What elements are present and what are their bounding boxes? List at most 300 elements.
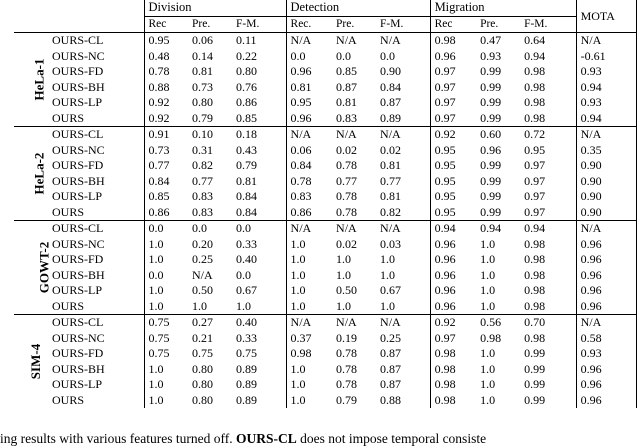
cell-migration-pre: 0.96 <box>480 142 502 157</box>
cell-migration-pre: 0.98 <box>480 330 502 345</box>
cell-detection-fm: N/A <box>376 315 430 331</box>
cell-migration-rec: 0.95 <box>430 174 476 190</box>
cell-mota: 0.96 <box>576 283 636 299</box>
table-row <box>14 64 636 80</box>
cell-migration-fm: 0.99 <box>524 361 546 376</box>
cell-migration-rec: 0.96 <box>430 252 476 268</box>
cell-detection-rec: N/A <box>286 127 332 143</box>
cell-detection-fm: 0.0 <box>380 48 396 63</box>
table-row <box>14 158 636 174</box>
cell-division-pre: 0.80 <box>192 392 213 407</box>
cell-division-fm: 0.0 <box>232 221 286 237</box>
cell-mota: -0.61 <box>576 49 636 65</box>
subheader-division-rec: Rec <box>144 16 188 33</box>
cell-detection-pre: 0.79 <box>336 392 358 407</box>
cell-division-pre: 0.14 <box>192 48 213 63</box>
cell-detection-fm: N/A <box>376 33 430 49</box>
cell-detection-rec: 0.06 <box>286 143 332 159</box>
cell-detection-pre: 0.02 <box>336 236 358 251</box>
cell-division-fm: 0.40 <box>236 252 257 267</box>
cell-detection-rec: 0.98 <box>286 346 332 362</box>
cell-migration-rec: 0.95 <box>430 143 476 159</box>
table-row <box>14 143 636 159</box>
subheader-migration-fm: F-M. <box>520 16 576 33</box>
cell-migration-fm: 0.98 <box>524 298 546 313</box>
cell-division-fm: 0.79 <box>236 158 257 173</box>
method-name: OURS-BH <box>52 361 105 376</box>
table-row <box>14 283 636 299</box>
cell-division-fm: 0.76 <box>236 79 257 94</box>
cell-migration-pre: 0.94 <box>476 221 520 237</box>
cell-detection-pre: 0.77 <box>336 173 358 188</box>
cell-division-pre: N/A <box>192 267 213 282</box>
method-name: OURS-CL <box>48 127 144 143</box>
cell-migration-pre: 1.0 <box>480 346 496 361</box>
table-row <box>14 174 636 190</box>
cell-mota: 0.90 <box>576 158 636 174</box>
table-row <box>14 393 636 409</box>
cell-migration-rec: 0.92 <box>430 315 476 331</box>
cell-detection-fm: 1.0 <box>380 252 396 267</box>
cell-migration-rec: 0.94 <box>430 221 476 237</box>
cell-mota: 0.90 <box>576 174 636 190</box>
cell-division-rec: 0.0 <box>144 221 188 237</box>
cell-detection-fm: N/A <box>376 127 430 143</box>
cell-division-fm: 0.40 <box>232 315 286 331</box>
cell-detection-fm: 0.89 <box>380 110 402 125</box>
cell-detection-pre: N/A <box>332 315 376 331</box>
cell-division-fm: 1.0 <box>236 298 251 313</box>
results-table <box>14 0 637 408</box>
table-body <box>14 33 636 409</box>
cell-mota: N/A <box>576 315 636 331</box>
table-row <box>14 377 636 393</box>
cell-division-rec: 1.0 <box>144 252 188 268</box>
table-row <box>14 331 636 347</box>
dataset-label-cell <box>14 33 48 127</box>
cell-detection-fm: 0.81 <box>380 189 402 204</box>
cell-detection-fm: 0.02 <box>380 142 402 157</box>
cell-migration-pre: 1.0 <box>480 252 496 267</box>
cell-detection-rec: 1.0 <box>286 377 332 393</box>
method-name: OURS-FD <box>52 346 104 361</box>
cell-migration-pre: 0.99 <box>480 64 502 79</box>
cell-division-pre: 0.50 <box>192 283 213 298</box>
cell-detection-rec: 0.37 <box>286 331 332 347</box>
method-name: OURS-BH <box>52 79 105 94</box>
cell-division-fm: 0.89 <box>236 361 257 376</box>
table-row <box>14 33 636 49</box>
cell-detection-pre: 0.87 <box>336 79 358 94</box>
cell-migration-pre: 0.99 <box>480 204 502 219</box>
cell-detection-fm: 0.03 <box>380 236 402 251</box>
cell-detection-pre: N/A <box>332 33 376 49</box>
cell-detection-fm: 1.0 <box>380 298 396 313</box>
method-name: OURS <box>52 392 85 407</box>
cell-migration-fm: 0.64 <box>520 33 576 49</box>
table-row <box>14 205 636 221</box>
cell-division-pre: 0.25 <box>192 252 213 267</box>
cell-migration-pre: 0.99 <box>480 173 502 188</box>
cell-migration-fm: 0.97 <box>524 173 546 188</box>
table-caption <box>0 431 640 447</box>
method-name: OURS-CL <box>48 221 144 237</box>
cell-migration-fm: 0.98 <box>524 330 546 345</box>
cell-detection-fm: 0.77 <box>380 173 402 188</box>
cell-detection-rec: 1.0 <box>286 299 332 315</box>
method-name: OURS-NC <box>52 236 105 251</box>
cell-detection-fm: 0.87 <box>380 346 402 361</box>
dataset-label: HeLa-1 <box>31 58 47 100</box>
cell-migration-fm: 0.97 <box>524 204 546 219</box>
cell-division-rec: 0.48 <box>144 49 188 65</box>
cell-mota: 0.94 <box>576 80 636 96</box>
cell-division-fm: 0.81 <box>236 173 257 188</box>
cell-division-pre: 0.75 <box>192 346 213 361</box>
method-name: OURS-CL <box>48 315 144 331</box>
cell-detection-fm: 0.87 <box>380 377 402 392</box>
method-name: OURS-FD <box>52 252 104 267</box>
caption-method-name: OURS-CL <box>235 431 297 446</box>
method-name: OURS-LP <box>52 377 103 392</box>
cell-mota: 0.90 <box>576 189 636 205</box>
cell-detection-rec: N/A <box>286 315 332 331</box>
cell-detection-pre: N/A <box>332 221 376 237</box>
subheader-detection-fm: F-M. <box>376 16 430 33</box>
cell-division-fm: 0.43 <box>236 142 257 157</box>
cell-migration-fm: 0.70 <box>520 315 576 331</box>
cell-migration-rec: 0.96 <box>430 283 476 299</box>
header-spacer <box>14 16 48 33</box>
dataset-label: HeLa-2 <box>31 152 47 194</box>
cell-detection-rec: 0.84 <box>286 158 332 174</box>
cell-detection-fm: N/A <box>376 221 430 237</box>
cell-detection-rec: N/A <box>286 221 332 237</box>
cell-detection-rec: N/A <box>286 33 332 49</box>
cell-mota: 0.96 <box>576 393 636 409</box>
cell-migration-rec: 0.98 <box>430 377 476 393</box>
cell-migration-fm: 0.98 <box>524 95 546 110</box>
cell-division-fm: 0.0 <box>236 267 251 282</box>
cell-mota: 0.96 <box>576 362 636 378</box>
cell-division-pre: 0.31 <box>192 142 213 157</box>
cell-detection-pre: 0.78 <box>336 204 358 219</box>
cell-detection-pre: 1.0 <box>336 267 352 282</box>
subheader-division-pre: Pre. <box>188 16 232 33</box>
method-name: OURS-NC <box>52 330 105 345</box>
cell-detection-fm: 0.25 <box>380 330 402 345</box>
cell-division-rec: 1.0 <box>144 393 188 409</box>
cell-migration-pre: 1.0 <box>480 377 496 392</box>
cell-detection-pre: 0.0 <box>336 48 352 63</box>
header-detection: Detection <box>286 0 430 16</box>
cell-division-rec: 0.91 <box>144 127 188 143</box>
cell-migration-fm: 0.94 <box>524 48 546 63</box>
subheader-division-fm: F-M. <box>232 16 286 33</box>
cell-migration-pre: 0.56 <box>476 315 520 331</box>
table-row <box>14 268 636 284</box>
cell-detection-fm: 0.90 <box>380 64 402 79</box>
cell-migration-pre: 0.93 <box>480 48 502 63</box>
cell-division-fm: 0.84 <box>236 204 257 219</box>
cell-detection-rec: 0.0 <box>286 49 332 65</box>
cell-migration-rec: 0.97 <box>430 331 476 347</box>
cell-migration-rec: 0.95 <box>430 189 476 205</box>
cell-migration-rec: 0.92 <box>430 127 476 143</box>
cell-division-fm: 0.75 <box>236 346 257 361</box>
cell-detection-rec: 0.96 <box>286 64 332 80</box>
cell-detection-fm: 0.81 <box>380 158 402 173</box>
cell-detection-pre: 0.78 <box>336 361 358 376</box>
method-name: OURS <box>52 298 85 313</box>
table-row <box>14 189 636 205</box>
cell-division-rec: 1.0 <box>144 377 188 393</box>
subheader-detection-rec: Rec. <box>286 16 332 33</box>
cell-migration-fm: 0.99 <box>524 346 546 361</box>
cell-division-fm: 0.33 <box>236 236 257 251</box>
cell-migration-fm: 0.72 <box>520 127 576 143</box>
cell-division-fm: 0.89 <box>236 377 257 392</box>
cell-migration-fm: 0.98 <box>524 252 546 267</box>
subheader-migration-rec: Rec <box>430 16 476 33</box>
cell-detection-fm: 0.88 <box>380 392 402 407</box>
cell-division-rec: 0.77 <box>144 158 188 174</box>
cell-division-fm: 0.18 <box>232 127 286 143</box>
cell-detection-pre: 1.0 <box>336 298 352 313</box>
cell-detection-pre: 0.50 <box>336 283 358 298</box>
subheader-detection-pre: Pre. <box>332 16 376 33</box>
method-name: OURS-LP <box>52 189 103 204</box>
header-migration: Migration <box>430 0 576 16</box>
cell-migration-pre: 0.99 <box>480 158 502 173</box>
method-name: OURS-FD <box>52 158 104 173</box>
cell-migration-pre: 0.99 <box>480 79 502 94</box>
cell-division-fm: 0.89 <box>236 392 257 407</box>
cell-mota: 0.93 <box>576 64 636 80</box>
cell-migration-fm: 0.97 <box>524 189 546 204</box>
cell-division-rec: 0.84 <box>144 174 188 190</box>
table-row <box>14 237 636 253</box>
cell-division-rec: 1.0 <box>144 299 188 315</box>
cell-division-pre: 0.0 <box>188 221 232 237</box>
cell-detection-rec: 1.0 <box>286 362 332 378</box>
method-name: OURS <box>52 110 85 125</box>
cell-division-pre: 0.81 <box>192 64 213 79</box>
cell-detection-rec: 1.0 <box>286 237 332 253</box>
cell-migration-fm: 0.98 <box>524 79 546 94</box>
cell-migration-pre: 1.0 <box>480 283 496 298</box>
cell-migration-fm: 0.98 <box>524 110 546 125</box>
cell-detection-pre: 0.81 <box>336 95 358 110</box>
cell-division-pre: 0.82 <box>192 158 213 173</box>
cell-division-rec: 0.92 <box>144 95 188 111</box>
header-spacer <box>14 0 48 16</box>
cell-detection-rec: 0.81 <box>286 80 332 96</box>
cell-migration-pre: 0.99 <box>480 189 502 204</box>
cell-mota: 0.96 <box>576 377 636 393</box>
cell-division-rec: 1.0 <box>144 283 188 299</box>
cell-detection-pre: 0.78 <box>336 158 358 173</box>
method-name: OURS-LP <box>52 95 103 110</box>
table-row <box>14 80 636 96</box>
cell-division-rec: 1.0 <box>144 362 188 378</box>
cell-division-rec: 0.73 <box>144 143 188 159</box>
cell-detection-pre: 0.02 <box>336 142 358 157</box>
cell-detection-rec: 1.0 <box>286 252 332 268</box>
cell-division-pre: 0.10 <box>188 127 232 143</box>
method-name: OURS-NC <box>52 142 105 157</box>
cell-migration-pre: 0.60 <box>476 127 520 143</box>
cell-migration-fm: 0.95 <box>524 142 546 157</box>
cell-mota: N/A <box>576 127 636 143</box>
method-name: OURS-BH <box>52 267 105 282</box>
method-name: OURS-LP <box>52 283 103 298</box>
cell-detection-rec: 0.96 <box>286 111 332 127</box>
cell-migration-rec: 0.95 <box>430 158 476 174</box>
table-row <box>14 299 636 315</box>
caption-text-start: ing results with various features turned off. <box>0 431 233 446</box>
cell-division-pre: 0.80 <box>192 361 213 376</box>
cell-migration-pre: 0.47 <box>476 33 520 49</box>
cell-division-fm: 0.11 <box>232 33 286 49</box>
cell-detection-fm: 0.82 <box>380 204 402 219</box>
cell-migration-rec: 0.96 <box>430 268 476 284</box>
cell-detection-rec: 0.95 <box>286 95 332 111</box>
cell-detection-rec: 0.83 <box>286 189 332 205</box>
cell-division-pre: 0.83 <box>192 189 213 204</box>
cell-detection-pre: 0.85 <box>336 64 358 79</box>
method-name: OURS-FD <box>52 64 104 79</box>
dataset-label-cell <box>14 221 52 315</box>
cell-division-rec: 0.88 <box>144 80 188 96</box>
cell-division-rec: 0.75 <box>144 315 188 331</box>
cell-migration-rec: 0.98 <box>430 346 476 362</box>
cell-detection-pre: 0.78 <box>336 346 358 361</box>
cell-migration-rec: 0.97 <box>430 111 476 127</box>
cell-division-pre: 0.21 <box>192 330 213 345</box>
table-row <box>14 362 636 378</box>
cell-detection-rec: 0.86 <box>286 205 332 221</box>
cell-division-rec: 1.0 <box>144 237 188 253</box>
cell-migration-fm: 0.94 <box>520 221 576 237</box>
table-row <box>14 252 636 268</box>
cell-detection-fm: 0.84 <box>380 79 402 94</box>
cell-division-rec: 0.85 <box>144 189 188 205</box>
cell-migration-rec: 0.95 <box>430 205 476 221</box>
header-division: Division <box>144 0 286 16</box>
cell-detection-pre: 0.78 <box>336 189 358 204</box>
method-name: OURS-BH <box>52 173 105 188</box>
caption-text-end: does not impose temporal consiste <box>300 431 487 446</box>
cell-detection-fm: 0.87 <box>380 361 402 376</box>
cell-detection-rec: 1.0 <box>286 268 332 284</box>
cell-detection-fm: 0.87 <box>380 95 402 110</box>
table-row <box>14 95 636 111</box>
subheader-migration-pre: Pre. <box>476 16 520 33</box>
cell-division-fm: 0.67 <box>236 283 257 298</box>
cell-migration-fm: 0.98 <box>524 236 546 251</box>
cell-migration-pre: 1.0 <box>480 392 496 407</box>
cell-migration-rec: 0.97 <box>430 95 476 111</box>
cell-division-rec: 0.92 <box>144 111 188 127</box>
table-row <box>14 127 636 143</box>
cell-division-pre: 0.77 <box>192 173 213 188</box>
cell-migration-fm: 0.97 <box>524 158 546 173</box>
table-row <box>14 315 636 331</box>
cell-migration-pre: 1.0 <box>480 267 496 282</box>
cell-detection-rec: 1.0 <box>286 283 332 299</box>
table-row <box>14 221 636 237</box>
cell-mota: 0.90 <box>576 205 636 221</box>
cell-division-fm: 0.84 <box>236 189 257 204</box>
cell-detection-rec: 0.78 <box>286 174 332 190</box>
cell-migration-fm: 0.99 <box>524 392 546 407</box>
cell-mota: N/A <box>576 221 636 237</box>
cell-migration-rec: 0.96 <box>430 237 476 253</box>
header-row-groups <box>14 0 636 16</box>
dataset-label: SIM-4 <box>28 343 44 379</box>
cell-division-fm: 0.33 <box>236 330 257 345</box>
method-name: OURS <box>52 204 85 219</box>
cell-division-pre: 0.80 <box>192 377 213 392</box>
cell-mota: 0.93 <box>576 346 636 362</box>
cell-division-pre: 1.0 <box>192 298 207 313</box>
dataset-label-cell <box>14 127 48 221</box>
cell-migration-fm: 0.99 <box>524 377 546 392</box>
header-mota: MOTA <box>576 0 636 33</box>
cell-migration-fm: 0.98 <box>524 283 546 298</box>
cell-division-rec: 0.86 <box>144 205 188 221</box>
method-name: OURS-CL <box>48 33 144 49</box>
cell-migration-pre: 0.99 <box>480 110 502 125</box>
dataset-label-cell <box>14 315 48 409</box>
cell-division-pre: 0.83 <box>192 204 213 219</box>
cell-division-pre: 0.06 <box>188 33 232 49</box>
cell-division-fm: 0.22 <box>236 48 257 63</box>
cell-division-fm: 0.80 <box>236 64 257 79</box>
dataset-label: GOWT-2 <box>36 241 52 293</box>
cell-migration-rec: 0.96 <box>430 49 476 65</box>
cell-division-rec: 0.0 <box>144 268 188 284</box>
table-row <box>14 111 636 127</box>
cell-migration-pre: 1.0 <box>480 236 496 251</box>
table-row <box>14 346 636 362</box>
cell-mota: N/A <box>576 33 636 49</box>
cell-division-rec: 0.78 <box>144 64 188 80</box>
cell-division-pre: 0.79 <box>192 110 213 125</box>
cell-mota: 0.35 <box>576 143 636 159</box>
cell-migration-rec: 0.96 <box>430 299 476 315</box>
cell-mota: 0.94 <box>576 111 636 127</box>
cell-division-rec: 0.75 <box>144 331 188 347</box>
cell-migration-rec: 0.98 <box>430 33 476 49</box>
cell-mota: 0.96 <box>576 252 636 268</box>
cell-division-fm: 0.86 <box>236 95 257 110</box>
cell-detection-fm: 0.67 <box>380 283 402 298</box>
cell-mota: 0.58 <box>576 331 636 347</box>
header-spacer <box>48 16 144 33</box>
header-spacer <box>48 0 144 16</box>
cell-detection-fm: 1.0 <box>380 267 396 282</box>
cell-mota: 0.93 <box>576 95 636 111</box>
cell-mota: 0.96 <box>576 299 636 315</box>
cell-division-pre: 0.27 <box>188 315 232 331</box>
cell-mota: 0.96 <box>576 237 636 253</box>
cell-division-rec: 0.95 <box>144 33 188 49</box>
cell-detection-rec: 1.0 <box>286 393 332 409</box>
cell-detection-pre: 0.83 <box>336 110 358 125</box>
cell-migration-rec: 0.98 <box>430 393 476 409</box>
